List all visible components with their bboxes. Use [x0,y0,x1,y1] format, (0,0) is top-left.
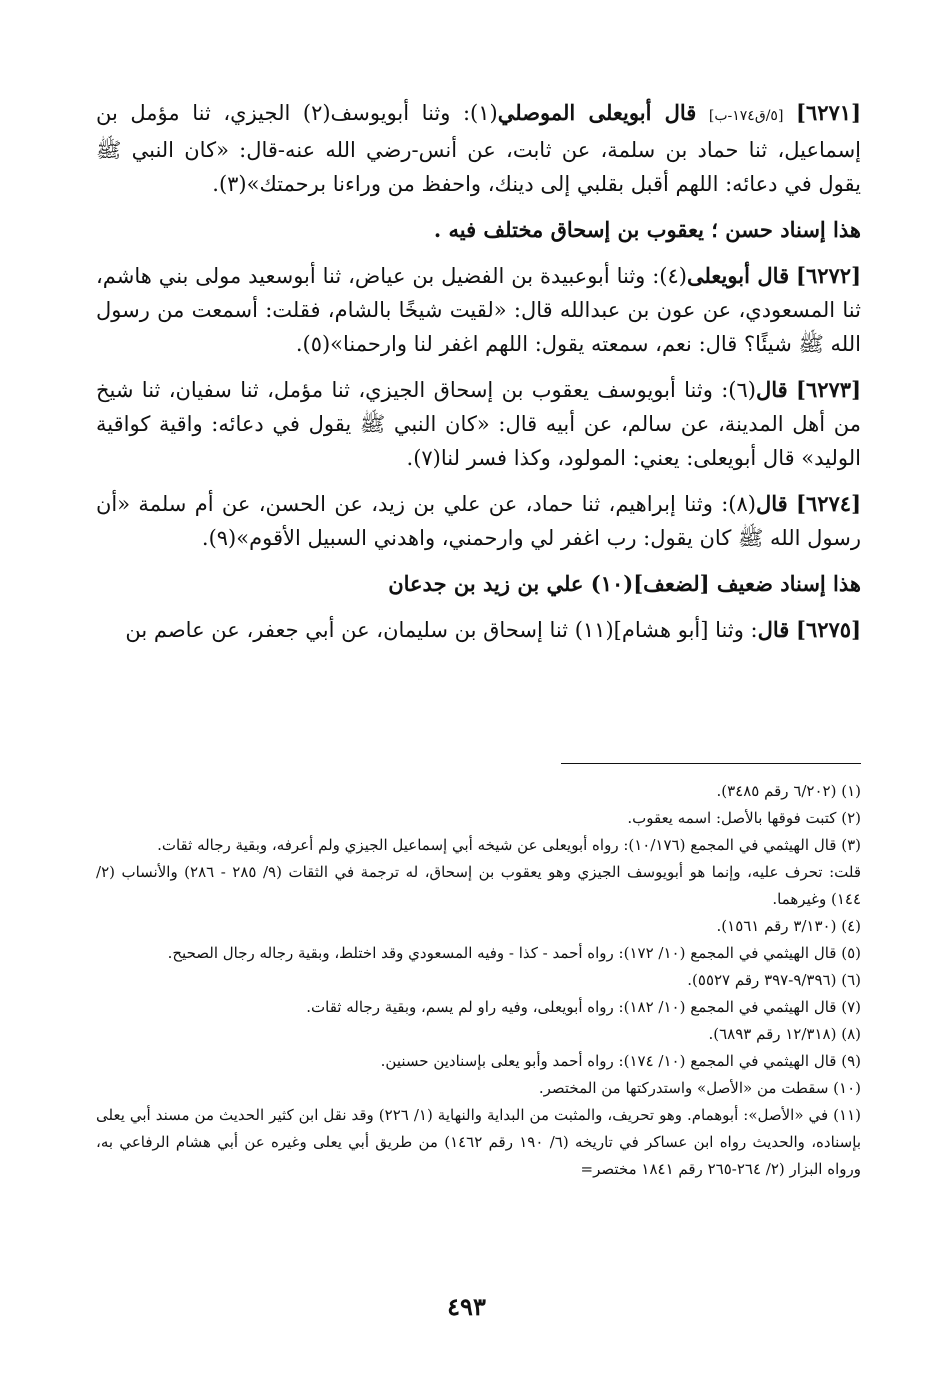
hadith-text: (٨): وثنا إبراهيم، ثنا حماد، عن علي بن زيد، عن الحسن، عن أم سلمة «أن رسول الله ﷺ كان يقول: رب اغفر لي وارحمني، واهدني السبيل الأقوم»(٩). [96,492,861,550]
footnote: (٨) (١٢/٣١٨ رقم ٦٨٩٣). [708,1025,861,1043]
footnotes [96,778,861,1183]
isnad-grading [96,213,861,247]
hadith-lead: قال أبويعلى الموصلي [497,100,697,125]
footnote-divider [561,763,861,764]
hadith-6273 [96,373,861,475]
footnote: (٢) كتبت فوقها بالأصل: اسمه يعقوب. [627,809,861,827]
footnote: قلت: تحرف عليه، وإنما هو أبويوسف الجيزي وهو يعقوب بن إسحاق، له ترجمة في الثقات (٩/ ٢٨٥ - ٢٨٦) والأنساب (٢/ ١٤٤) وغيرهما. [96,863,862,908]
hadith-6275 [96,613,861,647]
hadith-text: (٦): وثنا أبويوسف يعقوب بن إسحاق الجيزي، ثنا مؤمل، ثنا سفيان، ثنا شيخ من أهل المدينة، عن سالم، عن أبيه قال: «كان النبي ﷺ يقول في دعائه: واقية كواقية الوليد» قال أبويعلى: يعني: المولود، وكذا فسر لنا(٧). [96,378,861,470]
footnote: (٧) قال الهيثمي في المجمع (١٠/ ١٨٢): رواه أبويعلى، وفيه راو لم يسم، وبقية رجاله ثقات. [306,998,861,1016]
page-number: ٤٩٣ [447,1292,486,1321]
footnote: (٩) قال الهيثمي في المجمع (١٠/ ١٧٤): رواه أحمد وأبو يعلى بإسنادين حسنين. [380,1052,861,1070]
hadith-text: (٤): وثنا أبوعبيدة بن الفضيل بن عياض، ثنا أبوسعيد مولى بني هاشم، ثنا المسعودي، عن عون بن عبدالله قال: «لقيت شيخًا بالشام، فقلت: أسمعت من رسول الله ﷺ شيئًا؟ قال: نعم، سمعته يقول: اللهم اغفر لنا وارحمنا»(٥). [96,264,861,356]
hadith-lead: قال [755,377,788,402]
hadith-6272 [96,259,861,361]
footnote: (٣) قال الهيثمي في المجمع (١٠/١٧٦): رواه أبويعلى عن شيخه أبي إسماعيل الجيزي ولم أعرفه، وبقية رجاله ثقات. [157,836,861,854]
hadith-number: [٦٢٧٢] [796,263,861,288]
hadith-6271 [96,96,861,201]
hadith-number: [٦٢٧٥] [796,617,861,642]
hadith-lead: قال [757,617,790,642]
footnote: (٦) (٩/٣٩٦-٣٩٧ رقم ٥٥٢٧). [687,971,861,989]
hadith-lead: قال أبويعلى [686,263,790,288]
hadith-number: [٦٢٧١] [796,100,861,125]
footnote: (١٠) سقطت من «الأصل» واستدركتها من المختصر. [538,1079,861,1097]
hadith-6274 [96,487,861,555]
main-text [96,96,861,659]
hadith-lead: قال [755,491,788,516]
grading-text: هذا إسناد حسن ؛ يعقوب بن إسحاق مختلف فيه . [433,217,861,242]
manuscript-reference: [٥/ق١٧٤-ب] [708,108,784,124]
grading-text: هذا إسناد ضعيف [لضعف](١٠) علي بن زيد بن جدعان [388,571,861,596]
hadith-number: [٦٢٧٣] [796,377,861,402]
footnote: (١١) في «الأصل»: أبوهمام. وهو تحريف، والمثبت من البداية والنهاية (١/ ٢٢٦) وقد نقل ابن كثير الحديث من مسند أبي يعلى بإسناده، والحديث رواه ابن عساكر في تاريخه (٦/ ١٩٠ رقم ١٤٦٢) من طريق أبي يعلى وغيره عن أبي هشام الرفاعي به، ورواه البزار (٢/ ٢٦٤-٢٦٥ رقم ١٨٤١ مختصر= [96,1106,861,1178]
footnote: (١) (٦/٢٠٢ رقم ٣٤٨٥). [716,782,861,800]
hadith-number: [٦٢٧٤] [796,491,861,516]
footnote: (٤) (٣/١٣٠ رقم ١٥٦١). [716,917,861,935]
hadith-text: : وثنا [أبو هشام](١١) ثنا إسحاق بن سليمان، عن أبي جعفر، عن عاصم بن [125,618,758,642]
hadith-text: (١): وثنا أبويوسف(٢) الجيزي، ثنا مؤمل بن إسماعيل، ثنا حماد بن سلمة، عن ثابت، عن أنس-رضي الله عنه-قال: «كان النبي ﷺ يقول في دعائه: اللهم أقبل بقلبي إلى دينك، واحفظ من وراءنا برحمتك»(٣). [96,101,861,196]
isnad-grading [96,567,861,601]
footnote: (٥) قال الهيثمي في المجمع (١٠/ ١٧٢): رواه أحمد - كذا - وفيه المسعودي وقد اختلط، وبقية رجاله رجال الصحيح. [167,944,861,962]
